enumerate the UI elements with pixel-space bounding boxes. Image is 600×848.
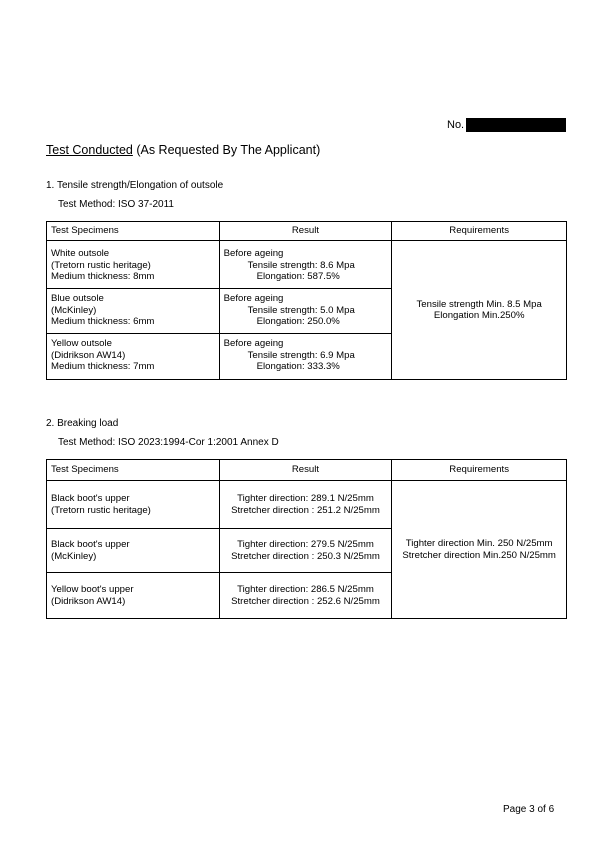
page-title-rest: (As Requested By The Applicant) (132, 143, 321, 157)
section2-method: Test Method: ISO 2023:1994-Cor 1:2001 Annex D (58, 437, 279, 448)
table-header-row (47, 460, 567, 481)
requirements-cell: Tighter direction Min. 250 N/25mm Stretcher direction Min.250 N/25mm (392, 481, 567, 619)
column-header: Test Specimens (47, 460, 220, 481)
result-cell: Before ageing Tensile strength: 6.9 Mpa Elongation: 333.3% (219, 334, 392, 380)
section1-method: Test Method: ISO 37-2011 (58, 199, 174, 210)
table-row (47, 241, 567, 289)
result-cell: Before ageing Tensile strength: 5.0 Mpa Elongation: 250.0% (219, 289, 392, 334)
column-header: Test Specimens (47, 222, 220, 241)
table-row (47, 481, 567, 529)
result-cell: Tighter direction: 279.5 N/25mm Stretcher direction : 250.3 N/25mm (219, 529, 392, 573)
redaction-bar (466, 118, 566, 132)
report-number-label: No. (447, 119, 465, 131)
column-header: Requirements (392, 222, 567, 241)
page-title (46, 142, 320, 158)
page-number: Page 3 of 6 (503, 804, 555, 815)
section2-table (46, 459, 567, 619)
column-header: Requirements (392, 460, 567, 481)
section1-heading: 1. Tensile strength/Elongation of outsole (46, 180, 224, 191)
requirements-cell: Tensile strength Min. 8.5 Mpa Elongation Min.250% (392, 241, 567, 380)
section1-table (46, 221, 567, 380)
result-cell: Tighter direction: 289.1 N/25mm Stretcher direction : 251.2 N/25mm (219, 481, 392, 529)
specimen-cell: Yellow boot's upper (Didrikson AW14) (47, 573, 220, 619)
result-cell: Tighter direction: 286.5 N/25mm Stretcher direction : 252.6 N/25mm (219, 573, 392, 619)
section2-heading: 2. Breaking load (46, 418, 119, 429)
result-cell: Before ageing Tensile strength: 8.6 Mpa Elongation: 587.5% (219, 241, 392, 289)
specimen-cell: White outsole (Tretorn rustic heritage) Medium thickness: 8mm (47, 241, 220, 289)
column-header: Result (219, 460, 392, 481)
specimen-cell: Black boot's upper (McKinley) (47, 529, 220, 573)
column-header: Result (219, 222, 392, 241)
page-title-underlined: Test Conducted (46, 143, 133, 157)
specimen-cell: Black boot's upper (Tretorn rustic heritage) (47, 481, 220, 529)
specimen-cell: Blue outsole (McKinley) Medium thickness: 6mm (47, 289, 220, 334)
specimen-cell: Yellow outsole (Didrikson AW14) Medium thickness: 7mm (47, 334, 220, 380)
report-number (447, 118, 566, 132)
table-header-row (47, 222, 567, 241)
